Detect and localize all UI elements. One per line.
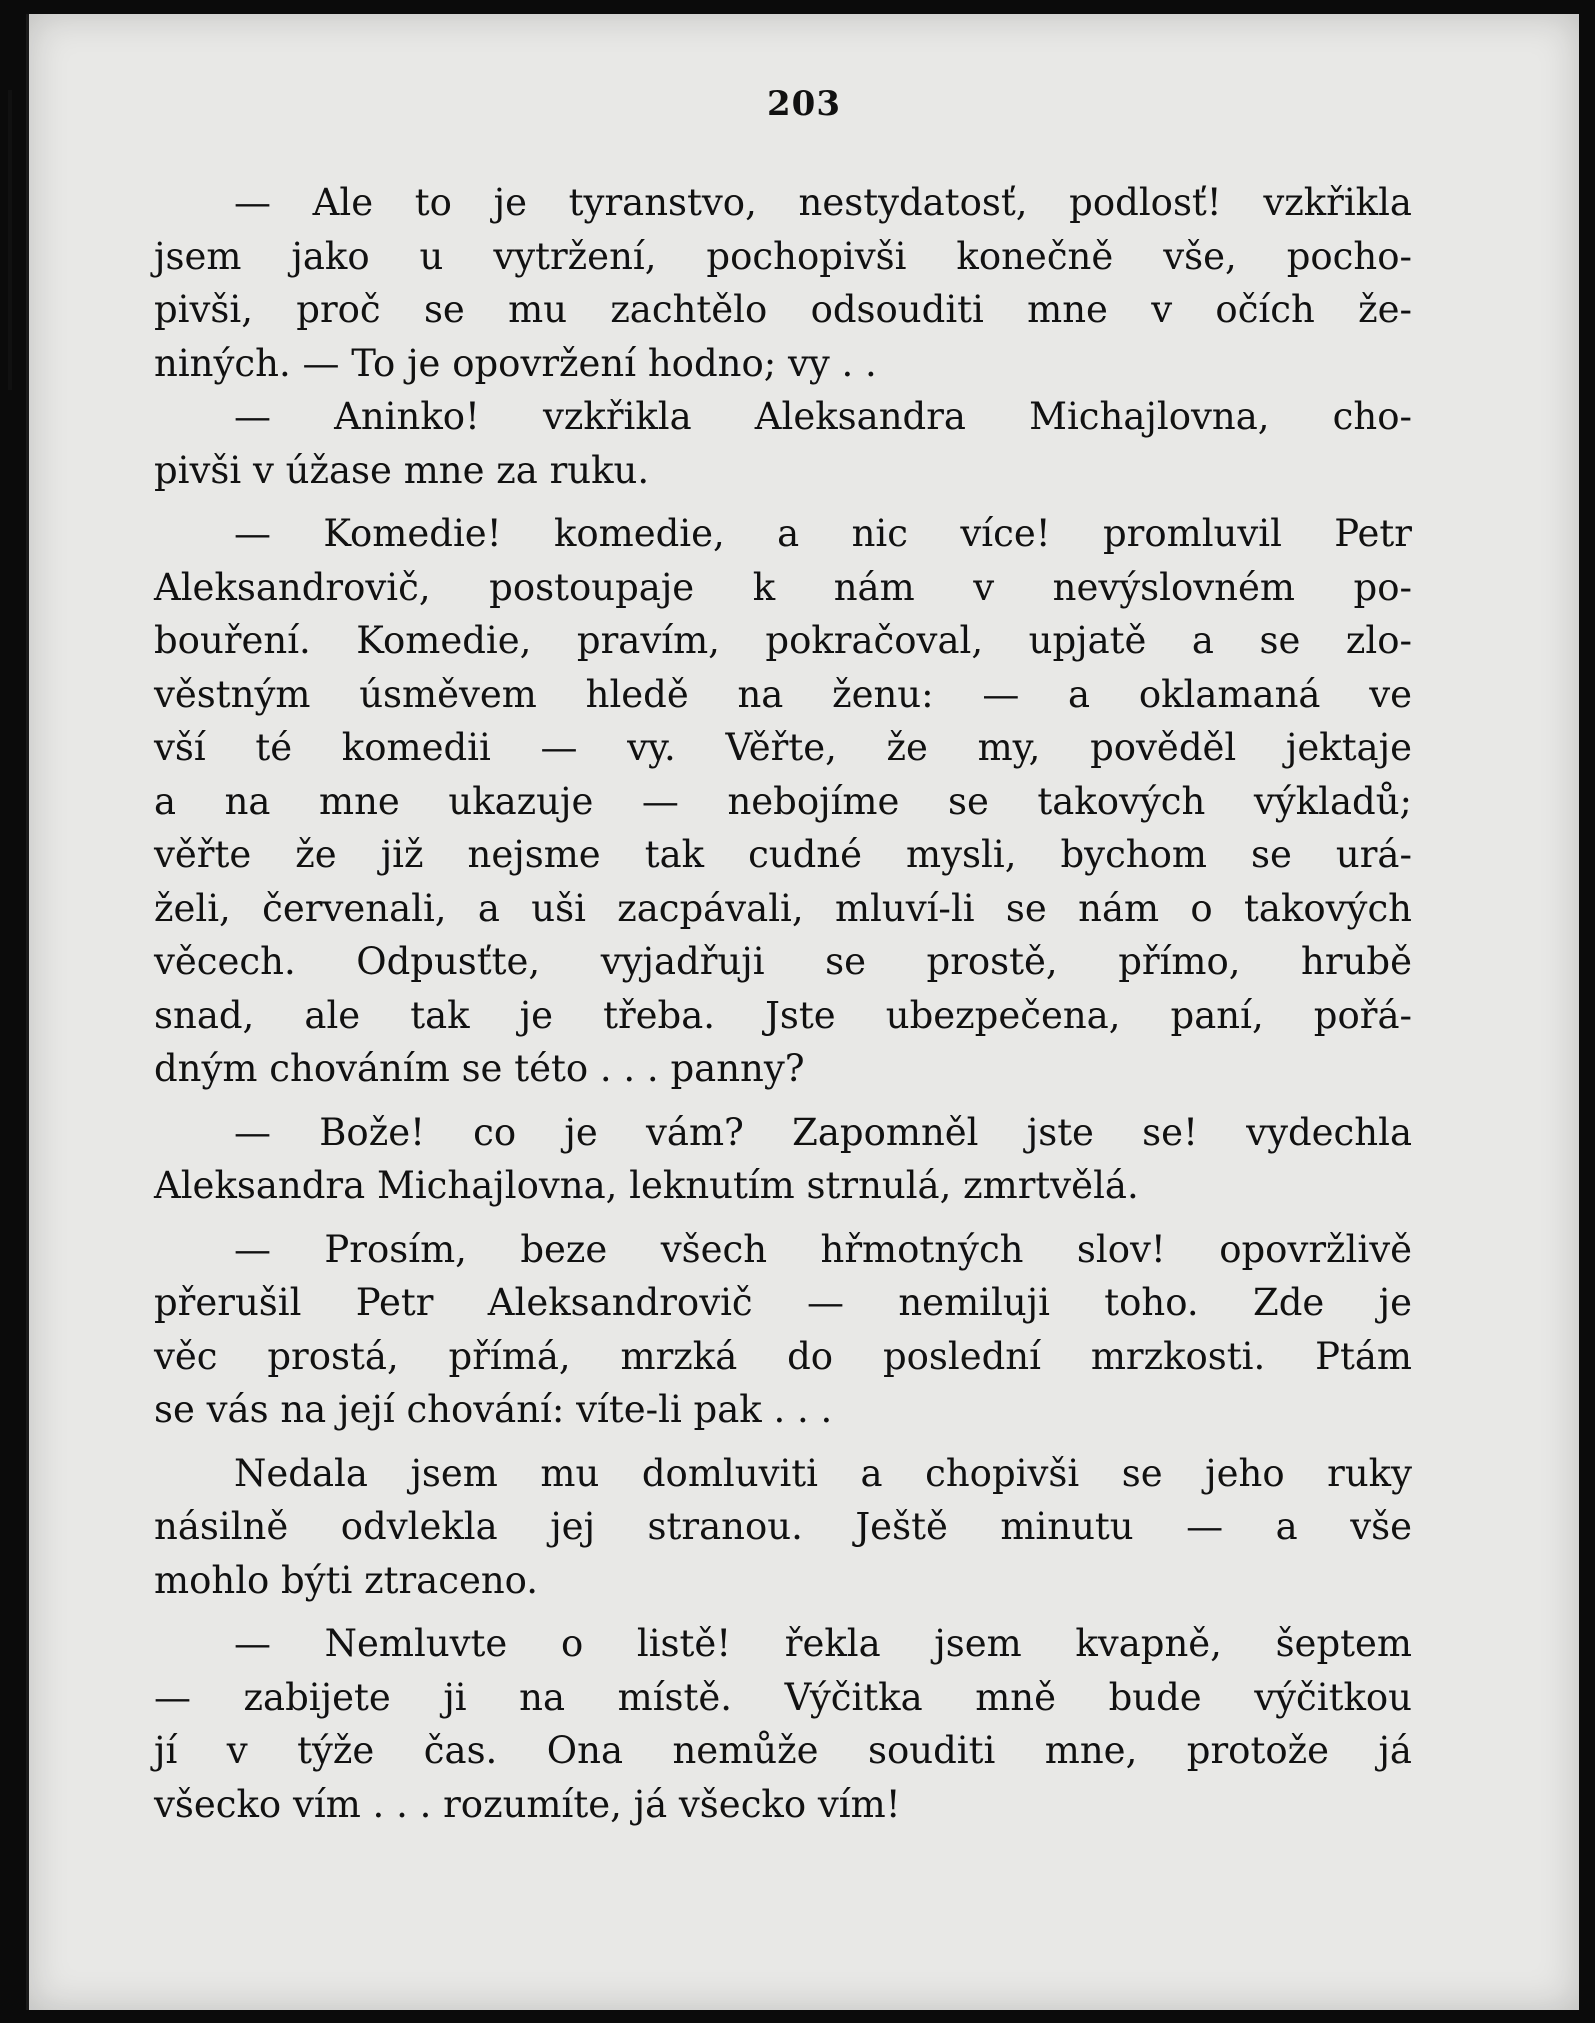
text-line: niných. — To je opovržení hodno; vy . . <box>154 341 877 385</box>
text-line: se vás na její chování: víte-li pak . . . <box>154 1388 833 1431</box>
text-line: snad, ale tak je třeba. Jste ubezpečena, paní, pořá- <box>154 993 1412 1037</box>
paragraph <box>154 176 1412 390</box>
text-line: — Bože! co je vám? Zapomněl jste se! vydechla <box>234 1110 1412 1154</box>
text-line: a na mne ukazuje — nebojíme se takových výkladů; <box>154 779 1412 823</box>
paragraph <box>154 507 1412 1096</box>
text-line: — Ale to je tyranstvo, nestydatosť, podlosť! vzkřikla <box>234 181 1412 224</box>
text-line: — Nemluvte o listě! řekla jsem kvapně, šeptem <box>234 1622 1412 1665</box>
text-line: želi, červenali, a uši zacpávali, mluví-li se nám o takových <box>154 886 1412 930</box>
text-line: pivši v úžase mne za ruku. <box>154 448 650 492</box>
text-line: přerušil Petr Aleksandrovič — nemiluji toho. Zde je <box>154 1281 1412 1324</box>
paragraph <box>154 1617 1412 1831</box>
text-line: vší té komedii — vy. Věřte, že my, pověděl jektaje <box>154 726 1412 769</box>
text-line: Nedala jsem mu domluviti a chopivši se jeho ruky <box>234 1451 1412 1495</box>
text-line: mohlo býti ztraceno. <box>154 1558 539 1602</box>
paragraph <box>154 1106 1412 1213</box>
text-line: — Komedie! komedie, a nic více! promluvil Petr <box>234 512 1412 555</box>
text-line: dným chováním se této . . . panny? <box>154 1047 805 1090</box>
text-line: věcech. Odpusťte, vyjadřuji se prostě, přímo, hrubě <box>154 940 1412 983</box>
text-line: — Prosím, beze všech hřmotných slov! opovržlivě <box>234 1227 1412 1271</box>
text-line: Aleksandrovič, postoupaje k nám v nevýslovném po- <box>154 565 1412 609</box>
text-line: — Aninko! vzkřikla Aleksandra Michajlovna, cho- <box>234 395 1412 438</box>
text-line: věřte že již nejsme tak cudné mysli, bychom se urá- <box>154 833 1412 876</box>
text-line: věstným úsměvem hledě na ženu: — a oklamaná ve <box>154 672 1412 716</box>
text-line: Aleksandra Michajlovna, leknutím strnulá, zmrtvělá. <box>154 1164 1139 1207</box>
text-line: násilně odvlekla jej stranou. Ještě minutu — a vše <box>154 1505 1412 1548</box>
text-line: bouření. Komedie, pravím, pokračoval, upjatě a se zlo- <box>154 619 1412 662</box>
page-number: 203 <box>767 84 841 124</box>
paragraph <box>154 390 1412 497</box>
body-text <box>154 176 1412 1831</box>
text-line: věc prostá, přímá, mrzká do poslední mrzkosti. Ptám <box>154 1334 1412 1378</box>
paragraph <box>154 1223 1412 1437</box>
text-line: pivši, proč se mu zachtělo odsouditi mne v očích že- <box>154 288 1412 331</box>
binding-edge-mark <box>8 90 12 390</box>
text-line: — zabijete ji na místě. Výčitka mně bude výčitkou <box>154 1675 1412 1719</box>
text-line: všecko vím . . . rozumíte, já všecko vím! <box>154 1782 901 1826</box>
text-line: jsem jako u vytržení, pochopivši konečně vše, pocho- <box>154 234 1412 278</box>
paragraph <box>154 1447 1412 1608</box>
book-page <box>26 14 1579 2010</box>
text-line: jí v týže čas. Ona nemůže souditi mne, protože já <box>154 1729 1412 1772</box>
